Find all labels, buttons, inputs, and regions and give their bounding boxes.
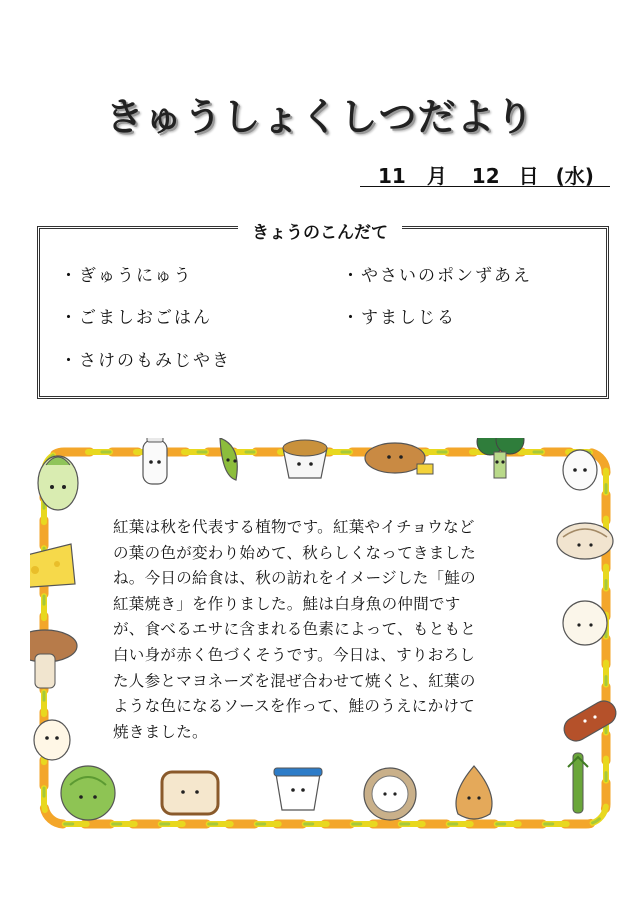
story-line: た人参とマヨネーズを混ぜ合わせて焼くと、紅葉の xyxy=(113,671,476,690)
cheese-icon xyxy=(30,544,75,588)
egg-character-icon xyxy=(34,720,70,760)
toast-icon xyxy=(162,772,218,814)
menu-item-milk: ・ぎゅうにゅう xyxy=(60,266,193,286)
story-line: ような色になるソースを作って、鮭のうえにかけて xyxy=(113,697,476,716)
rice-bowl-icon xyxy=(364,768,416,820)
story-line: の葉の色が変わり始めて、秋らしくなってきました xyxy=(113,543,477,562)
okra-icon xyxy=(220,438,237,480)
natto-icon xyxy=(283,440,327,478)
asparagus-icon xyxy=(568,753,588,813)
menu-item-salad: ・やさいのポンずあえ xyxy=(342,266,532,286)
date-month: 11 xyxy=(378,164,406,188)
broccoli-icon xyxy=(477,438,524,478)
story-line: 紅葉は秋を代表する植物です。紅葉やイチョウなど xyxy=(113,518,475,536)
story-line: 紅葉焼き」を作りました。鮭は白身魚の仲間です xyxy=(113,594,461,613)
date-day-unit: 日 xyxy=(518,164,539,188)
milk-bottle-icon xyxy=(143,438,167,484)
story-line: 焼きました。 xyxy=(113,722,208,741)
cabbage-ball-icon xyxy=(61,766,115,820)
date-weekday: (水) xyxy=(555,164,594,188)
story-text xyxy=(113,515,528,745)
sausage-icon xyxy=(560,697,620,746)
menu-item-soup: ・すましじる xyxy=(342,308,456,328)
menu-item-salmon: ・さけのもみじやき xyxy=(60,351,231,371)
mushroom-icon xyxy=(30,630,77,688)
clam-icon xyxy=(557,523,613,559)
menu-item-rice: ・ごましおごはん xyxy=(60,308,212,328)
cabbage-icon xyxy=(38,456,78,510)
egg-icon xyxy=(563,450,597,490)
story-line: が、食べるエサに含まれる色素によって、もともと xyxy=(113,620,477,639)
date-day: 12 xyxy=(471,164,500,188)
cauliflower-icon xyxy=(563,601,607,645)
date xyxy=(360,160,608,188)
story-line: 白い身が赤く色づくそうです。今日は、すりおろし xyxy=(113,645,476,664)
date-underline xyxy=(360,186,610,187)
onion-icon xyxy=(456,766,492,819)
yogurt-cup-icon xyxy=(274,768,322,810)
page-title: きゅうしょくしつだより xyxy=(105,95,535,139)
menu-heading: きょうのこんだて xyxy=(238,218,402,243)
date-month-unit: 月 xyxy=(426,164,447,188)
story-line: ね。今日の給食は、秋の訪れをイメージした「鮭の xyxy=(113,569,476,588)
